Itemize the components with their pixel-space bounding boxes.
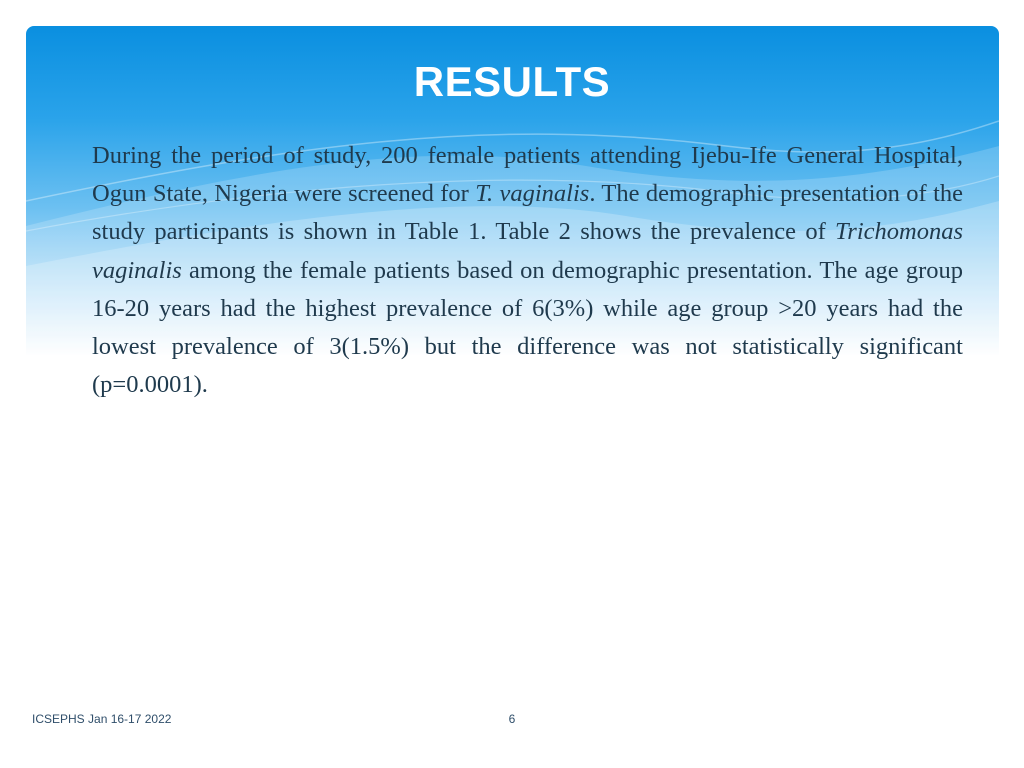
footer-page-number: 6 — [508, 712, 516, 726]
paragraph-segment-2: . The demographic presentation of the study participants is shown in Table 1. Table 2 shows the prevalence of — [92, 180, 964, 246]
paragraph-italic-t-vaginalis: T. vaginalis — [475, 180, 590, 208]
slide-title: RESULTS — [413, 58, 611, 105]
paragraph-segment-1: During the period of study, 200 female patients attending Ijebu-Ife General Hospital, Ogun State, Nigeria were screened for — [92, 142, 963, 208]
paragraph-italic-trichomonas-vaginalis: Trichomonas vaginalis — [92, 218, 963, 284]
paragraph-segment-3: among the female patients based on demographic presentation. The age group 16-20 years had the highest prevalence of 6(3%) while age group >20 years had the lowest prevalence of 3(1.5%) but the difference was not statistically significant (p=0.0001). — [92, 256, 963, 399]
footer-conference-label: ICSEPHS Jan 16-17 2022 — [32, 712, 172, 726]
results-paragraph — [92, 137, 963, 404]
